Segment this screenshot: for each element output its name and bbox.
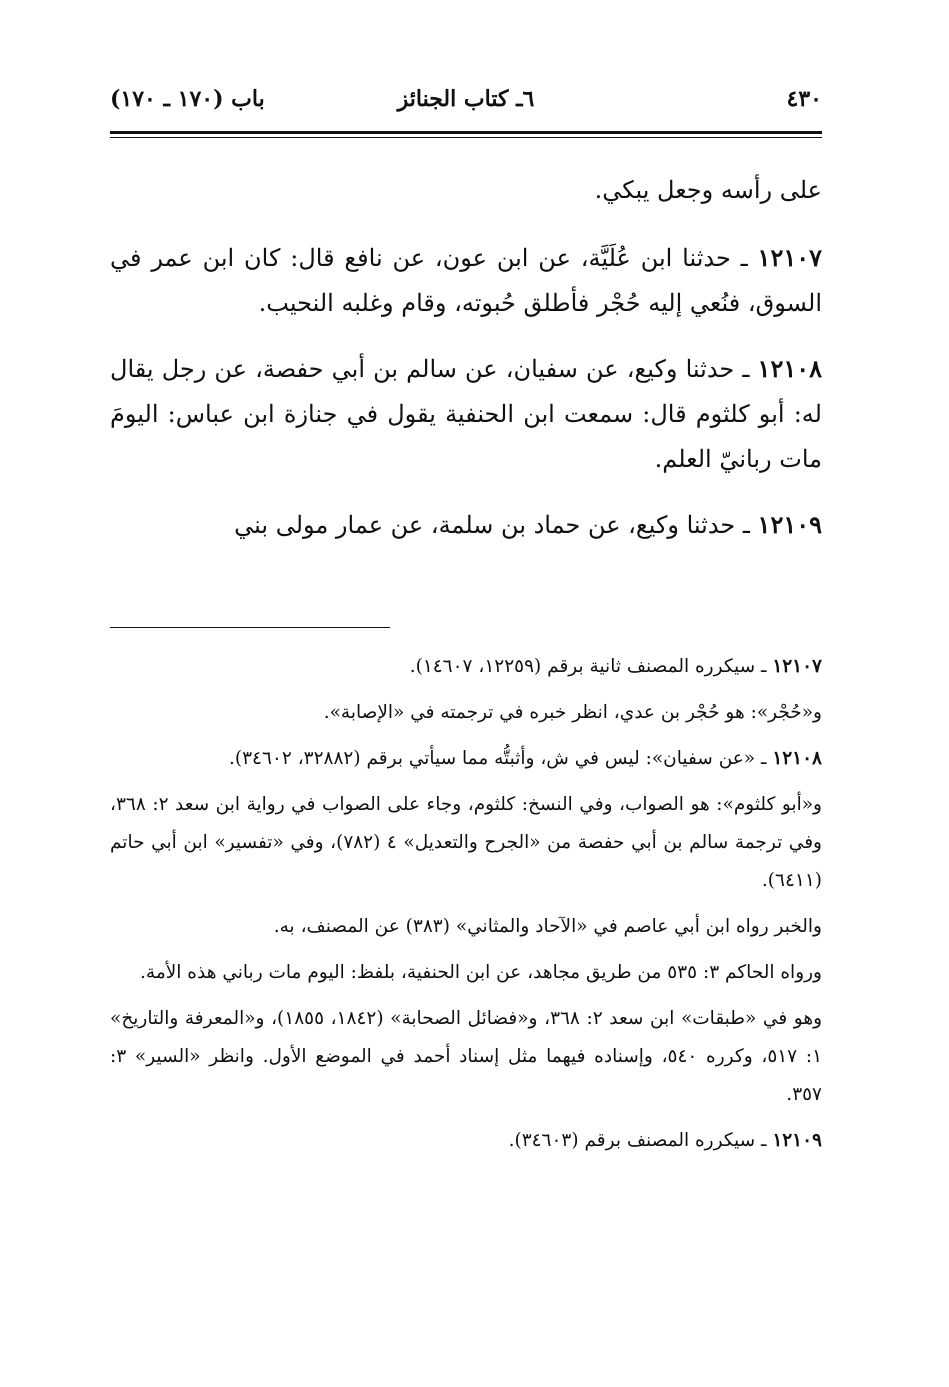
hadith-12107 <box>110 235 822 326</box>
footnote-12109 <box>110 1122 822 1160</box>
book-page <box>110 0 822 1387</box>
hadith-12109 <box>110 502 822 548</box>
footnote-text: ـ سيكرره المصنف ثانية برقم (١٢٢٥٩، ١٤٦٠٧). <box>409 656 773 677</box>
footnote-12107 <box>110 648 822 686</box>
hadith-number: ١٢١٠٧ <box>757 243 822 272</box>
footnote-text: ـ «عن سفيان»: ليس في ش، وأثبتُّه مما سيأتي برقم (٣٢٨٨٢، ٣٤٦٠٢). <box>229 748 773 769</box>
hadith-number: ١٢١٠٨ <box>757 354 822 383</box>
page-header <box>110 86 822 126</box>
footnotes <box>110 648 822 1168</box>
footnote-12108 <box>110 740 822 778</box>
footnote-text: ـ سيكرره المصنف برقم (٣٤٦٠٣). <box>508 1130 773 1151</box>
paragraph-continuation: على رأسه وجعل يبكي. <box>594 176 822 204</box>
hadith-text: ـ حدثنا وكيع، عن سفيان، عن سالم بن أبي حفصة، عن رجل يقال له: أبو كلثوم قال: سمعت ابن الحنفية يقول في جنازة ابن عباس: اليومَ مات ربانيّ العلم. <box>110 355 822 473</box>
footnote-ibn-abi-asim: والخبر رواه ابن أبي عاصم في «الآحاد والمثاني» (٣٨٣) عن المصنف، به. <box>273 916 822 937</box>
footnote-number: ١٢١٠٨ <box>772 748 822 769</box>
footnote-number: ١٢١٠٧ <box>772 656 822 677</box>
chapter-range: باب (١٧٠ ـ ١٧٠) <box>110 86 265 112</box>
hadith-12108 <box>110 346 822 482</box>
header-rule-thin <box>110 137 822 138</box>
hadith-text: ـ حدثنا ابن عُلَيَّة، عن ابن عون، عن نافع قال: كان ابن عمر في السوق، فنُعي إليه حُجْر فأطلق حُبوته، وقام وغلبه النحيب. <box>110 244 822 317</box>
header-rule <box>110 131 822 134</box>
hadith-text: ـ حدثنا وكيع، عن حماد بن سلمة، عن عمار مولى بني <box>234 511 758 539</box>
footnote-hujr: و«حُجْر»: هو حُجْر بن عدي، انظر خبره في ترجمته في «الإصابة». <box>323 702 822 723</box>
hadith-number: ١٢١٠٩ <box>757 510 822 539</box>
main-text <box>110 168 822 568</box>
running-title: ٦ـ كتاب الجنائز <box>397 86 535 112</box>
footnote-number: ١٢١٠٩ <box>772 1130 822 1151</box>
footnote-hakim: ورواه الحاكم ٣: ٥٣٥ من طريق مجاهد، عن ابن الحنفية، بلفظ: اليوم مات رباني هذه الأمة. <box>140 962 822 983</box>
footnote-abu-kulthum: و«أبو كلثوم»: هو الصواب، وفي النسخ: كلثوم، وجاء على الصواب في رواية ابن سعد ٢: ٣٦٨، وفي ترجمة سالم بن أبي حفصة من «الجرح والتعديل» ٤ (٧٨٢)، وفي «تفسير» ابن أبي حاتم (٦٤١١). <box>110 794 822 891</box>
footnote-separator <box>110 627 390 628</box>
footnote-tabaqat: وهو في «طبقات» ابن سعد ٢: ٣٦٨، و«فضائل الصحابة» (١٨٤٢، ١٨٥٥)، و«المعرفة والتاريخ» ١: ٥١٧، وكرره ٥٤٠، وإسناده فيهما مثل إسناد أحمد في الموضع الأول. وانظر «السير» ٣: ٣٥٧. <box>110 1008 823 1105</box>
page-number: ٤٣٠ <box>786 86 822 112</box>
